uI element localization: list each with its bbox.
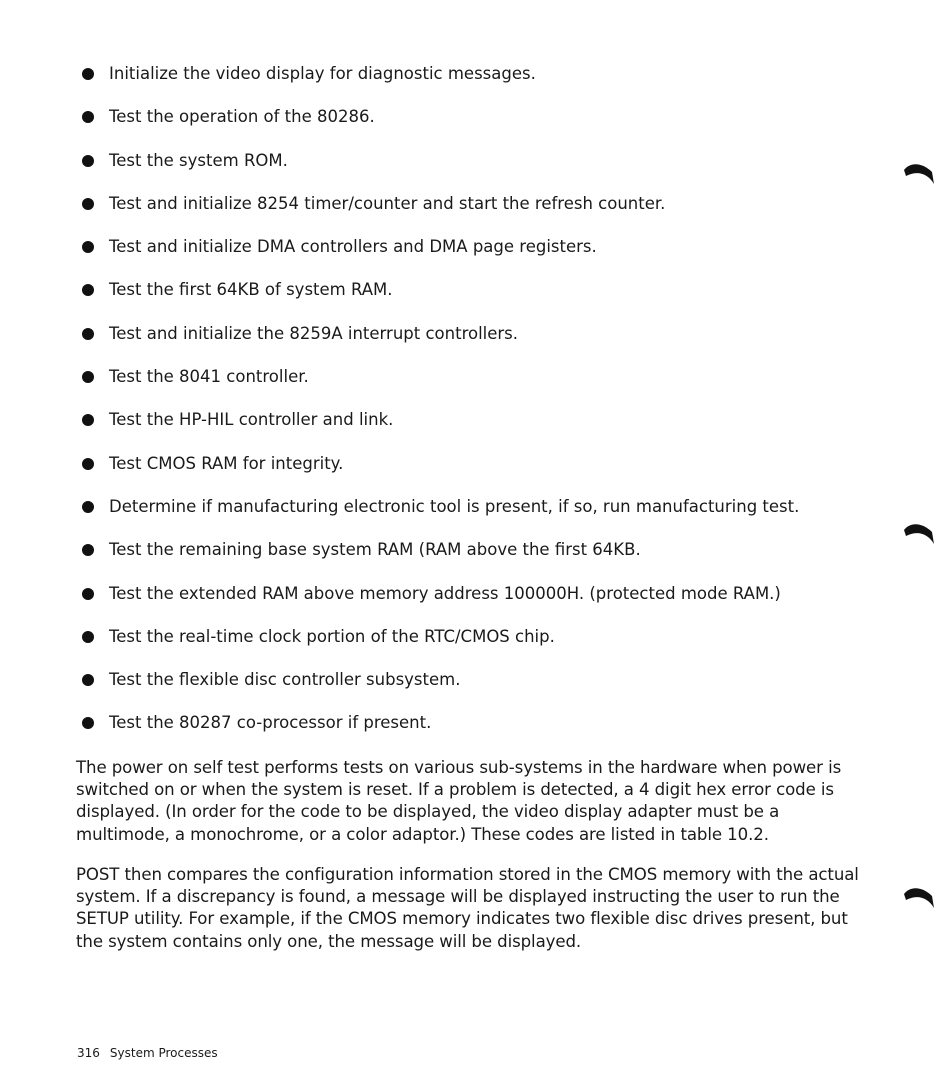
list-item-text: Test the remaining base system RAM (RAM above the first 64KB.	[109, 540, 641, 560]
list-item	[78, 625, 898, 668]
binding-hole-mark	[902, 160, 936, 188]
bullet-icon	[82, 414, 94, 426]
page-footer	[77, 1045, 218, 1061]
list-item-text: Test and initialize 8254 timer/counter and start the refresh counter.	[109, 193, 666, 213]
cmos-comparison-paragraph: POST then compares the configuration information stored in the CMOS memory with the actual system. If a discrepancy is found, a message will be displayed instructing the user to run the SETUP utility. For example, if the CMOS memory indicates two flexible disc drives present, but the system contains only one, the message will be displayed.	[76, 865, 859, 951]
bullet-icon	[82, 631, 94, 643]
section-title: System Processes	[109, 1046, 218, 1060]
list-item-text: Determine if manufacturing electronic tool is present, if so, run manufacturing test.	[109, 496, 800, 516]
list-item	[78, 711, 898, 754]
list-item	[78, 495, 898, 538]
list-item-text: Test the flexible disc controller subsystem.	[109, 670, 461, 690]
post-description-paragraph: The power on self test performs tests on various sub-systems in the hardware when power is switched on or when the system is reset. If a problem is detected, a 4 digit hex error code is displayed. (In order for the code to be displayed, the video display adapter must be a multimode, a monochrome, or a color adaptor.) These codes are listed in table 10.2.	[76, 758, 842, 844]
binding-hole-mark	[902, 520, 936, 548]
list-item	[78, 582, 898, 625]
list-item	[78, 365, 898, 408]
bullet-icon	[82, 717, 94, 729]
list-item	[78, 452, 898, 495]
bullet-icon	[82, 371, 94, 383]
list-item	[78, 149, 898, 192]
bullet-icon	[82, 588, 94, 600]
bullet-icon	[82, 198, 94, 210]
list-item-text: Test the 8041 controller.	[109, 367, 309, 387]
list-item-text: Test the first 64KB of system RAM.	[109, 280, 393, 300]
bullet-icon	[82, 674, 94, 686]
list-item-text: Test and initialize the 8259A interrupt controllers.	[109, 323, 519, 343]
list-item	[78, 278, 898, 321]
bullet-icon	[82, 501, 94, 513]
page-number: 316	[77, 1046, 100, 1060]
list-item-text: Test CMOS RAM for integrity.	[109, 453, 344, 473]
list-item	[78, 192, 898, 235]
bullet-icon	[82, 68, 94, 80]
binding-hole-mark	[902, 884, 936, 912]
list-item	[78, 668, 898, 711]
list-item	[78, 538, 898, 581]
bullet-icon	[82, 111, 94, 123]
bullet-icon	[82, 284, 94, 296]
list-item	[78, 322, 898, 365]
list-item-text: Initialize the video display for diagnostic messages.	[109, 64, 536, 83]
bullet-icon	[82, 544, 94, 556]
list-item	[78, 408, 898, 451]
list-item-text: Test the HP-HIL controller and link.	[109, 410, 394, 430]
list-item-text: Test the extended RAM above memory address 100000H. (protected mode RAM.)	[109, 583, 781, 603]
bullet-icon	[82, 458, 94, 470]
bullet-icon	[82, 241, 94, 253]
list-item	[78, 235, 898, 278]
list-item	[78, 62, 898, 105]
bullet-icon	[82, 328, 94, 340]
list-item-text: Test and initialize DMA controllers and DMA page registers.	[109, 237, 597, 257]
bullet-icon	[82, 155, 94, 167]
list-item-text: Test the system ROM.	[109, 150, 288, 170]
list-item	[78, 105, 898, 148]
list-item-text: Test the real-time clock portion of the RTC/CMOS chip.	[109, 626, 555, 646]
list-item-text: Test the 80287 co-processor if present.	[109, 713, 432, 733]
list-item-text: Test the operation of the 80286.	[109, 107, 375, 127]
post-test-list	[78, 62, 898, 755]
